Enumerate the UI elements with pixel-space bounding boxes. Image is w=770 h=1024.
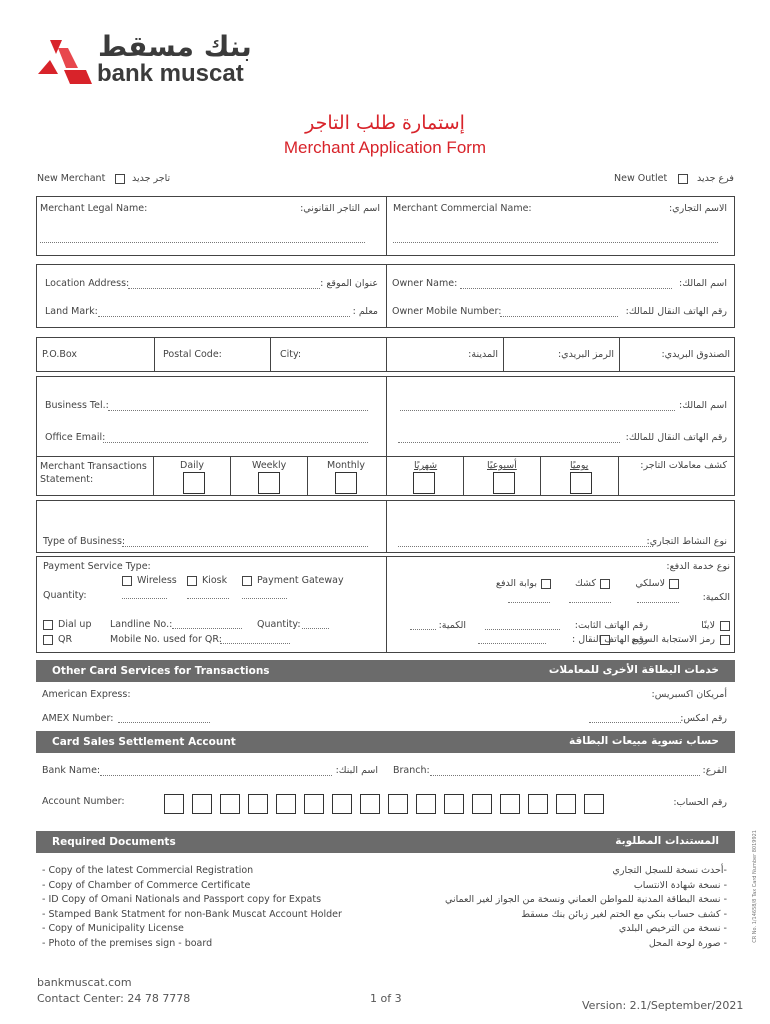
quantity2-ar-field[interactable] [410,629,436,630]
amex-label: American Express: [42,689,131,700]
business-type-field[interactable] [122,546,368,547]
statement-label-ar: كشف معاملات التاجر: [640,460,727,471]
wireless-checkbox[interactable] [122,576,132,586]
account-digit-box[interactable] [360,794,380,814]
document-item: - Copy of the latest Commercial Registration [42,865,254,876]
legal-name-label-ar: اسم التاجر القانوني: [300,203,380,214]
account-digit-box[interactable] [556,794,576,814]
gateway-quantity-field[interactable] [242,598,287,599]
gateway-label: Payment Gateway [257,575,344,586]
business-type-label: Type of Business: [43,536,126,547]
business-tel-field[interactable] [108,410,368,411]
account-digit-box[interactable] [528,794,548,814]
business-type-ar-field[interactable] [398,546,653,547]
amex-label-ar: أمريكان اكسبريس: [651,689,727,700]
qr-ar-checkbox[interactable] [720,635,730,645]
gateway-checkbox[interactable] [242,576,252,586]
logo-english-text: bank muscat [97,60,244,87]
quantity2-label: Quantity: [257,619,301,630]
pobox-label: P.O.Box [42,349,78,360]
wireless-ar-checkbox[interactable] [669,579,679,589]
document-item-ar: - كشف حساب بنكي مع الختم لغير زبائن بنك مسقط [521,908,727,920]
settlement-account-header [36,731,735,753]
footer-contact: Contact Center: 24 78 7778 [37,992,191,1005]
required-documents-header [36,831,735,853]
quantity2-label-ar: الكمية: [438,620,466,631]
new-merchant-checkbox[interactable] [115,174,125,184]
qr-label: QR [58,634,73,645]
document-item: - ID Copy of Omani Nationals and Passport copy for Expats [42,894,322,906]
owner-name-field[interactable] [460,288,672,289]
location-address-field[interactable] [128,288,320,289]
owner-mobile-label: Owner Mobile Number: [392,306,502,317]
owner-mobile-field[interactable] [500,316,618,317]
monthly-label-ar: شهريًا [414,460,438,471]
document-item-ar: - صورة لوحة المحل [648,937,727,949]
owner-mobile-label-ar: رقم الهاتف النقال للمالك: [625,306,727,317]
new-outlet-label-ar: فرع جديد [697,173,734,184]
landline-label: Landline No.: [110,619,173,630]
version-label: Version: 2.1/September/2021 [582,999,744,1012]
account-digit-box[interactable] [304,794,324,814]
commercial-name-label-ar: الاسم التجاري: [668,203,727,214]
document-item-ar: - نسخة البطاقة المدنية للمواطن العماني ونسخة من الجواز لغير العماني [445,894,727,906]
kiosk-quantity-field[interactable] [187,598,229,599]
branch-label-ar: الفرع: [702,765,727,776]
kiosk-checkbox[interactable] [187,576,197,586]
kiosk-ar-checkbox[interactable] [600,579,610,589]
branch-label: Branch: [393,765,430,776]
documents-list-ar [445,864,727,952]
quantity-label-ar: الكمية: [702,592,730,603]
monthly-label: Monthly [327,460,366,471]
amex-number-label: AMEX Number: [42,713,114,724]
owner-name-label-ar-2: اسم المالك: [679,400,727,411]
account-digit-box[interactable] [500,794,520,814]
wireless-label-ar: لاسلكي [635,578,665,589]
monthly-checkbox[interactable] [335,472,357,494]
location-address-label: Location Address: [45,278,130,289]
account-digit-box[interactable] [388,794,408,814]
document-item-ar: - نسخة شهادة الانتساب [633,879,727,891]
office-email-label: Office Email: [45,432,106,443]
other-card-services-header [36,660,735,682]
account-digit-box[interactable] [584,794,604,814]
mobile-qr-label-ar: رقم الهاتف النقال : [572,634,648,645]
qr-label-ar: رمز الاستجابة السريع [631,634,715,645]
branch-field[interactable] [430,775,700,776]
dialup-label-ar: لاينًا [701,620,715,631]
footer-website[interactable]: bankmuscat.com [37,976,132,989]
settlement-account-title-ar: حساب تسوية مبيعات البطاقة [569,735,719,747]
gateway-label-ar: بوابة الدفع [495,578,537,589]
account-number-label-ar: رقم الحساب: [673,797,727,808]
amex-number-field[interactable] [118,722,210,723]
new-outlet-checkbox[interactable] [678,174,688,184]
document-item-ar: - نسخة من الترخيص البلدي [618,923,727,935]
wireless-label: Wireless [137,575,177,586]
office-email-field[interactable] [103,442,368,443]
weekly-label: Weekly [252,460,287,471]
city-label: City: [280,349,302,360]
new-merchant-label-ar: تاجر جديد [132,173,171,184]
form-title: Merchant Application Form [283,138,487,157]
account-digit-box[interactable] [220,794,240,814]
daily-label-ar: يوميًا [570,460,589,471]
bank-name-field[interactable] [100,775,332,776]
postal-code-label-ar: الرمز البريدي: [557,349,614,360]
account-digit-box[interactable] [192,794,212,814]
weekly-label-ar: أسبوعيًا [487,460,517,471]
daily-ar-checkbox[interactable] [570,472,592,494]
amex-number-label-ar: رقم امكس: [680,713,727,724]
required-documents-title-ar: المستندات المطلوبة [615,835,719,847]
payment-type-label: Payment Service Type: [43,561,151,572]
landmark-field[interactable] [98,316,350,317]
wireless-quantity-field[interactable] [122,598,167,599]
location-address-label-ar: عنوان الموقع : [320,278,378,289]
document-item: - Photo of the premises sign - board [42,937,213,949]
owner-name-label: Owner Name: [392,278,458,289]
owner-name-label-ar: اسم المالك: [679,278,727,289]
form-title-arabic: إستمارة طلب التاجر [305,112,465,134]
page-number: 1 of 3 [370,992,402,1005]
account-number-label: Account Number: [42,796,125,807]
daily-checkbox[interactable] [183,472,205,494]
owner-name-ar-field[interactable] [400,410,675,411]
legal-name-field[interactable] [40,242,365,243]
commercial-name-field[interactable] [393,242,718,243]
gateway-ar-checkbox[interactable] [541,579,551,589]
business-type-label-ar: نوع النشاط التجاري: [646,536,727,547]
statement-label: Merchant Transactions Statement: [40,461,147,485]
kiosk-ar-quantity-field[interactable] [569,602,611,603]
payment-type-label-ar: نوع خدمة الدفع: [666,561,730,572]
amex-number-ar-field[interactable] [589,722,681,723]
registration-side-text: CR No. 1/14658/8 Tax Card Number 8019921 [752,830,758,943]
wireless-ar-quantity-field[interactable] [637,602,679,603]
landmark-label: Land Mark: [45,306,98,317]
landline-field[interactable] [172,628,242,629]
weekly-checkbox[interactable] [258,472,280,494]
bank-name-label: Bank Name: [42,765,101,776]
landline-label-ar: رقم الهاتف الثابت: [574,620,648,631]
landline-ar-field[interactable] [485,629,560,630]
account-digit-box[interactable] [248,794,268,814]
monthly-ar-checkbox[interactable] [413,472,435,494]
weekly-ar-checkbox[interactable] [493,472,515,494]
postal-code-label: Postal Code: [163,349,222,360]
kiosk-label: Kiosk [202,575,228,586]
legal-name-label: Merchant Legal Name: [40,203,148,214]
account-digit-box[interactable] [164,794,184,814]
account-digit-box[interactable] [444,794,464,814]
dialup-label: Dial up [58,619,92,630]
document-item: - Stamped Bank Statment for non-Bank Muscat Account Holder [42,908,342,920]
document-item: - Copy of Municipality License [42,923,184,935]
required-documents-title: Required Documents [52,836,176,848]
document-item: - Copy of Chamber of Commerce Certificate [42,879,251,891]
document-item-ar: -أحدث نسخة للسجل التجاري [612,865,727,876]
mobile-qr-field[interactable] [220,643,290,644]
new-outlet-label: New Outlet [614,173,668,184]
account-digit-box[interactable] [276,794,296,814]
settlement-account-title: Card Sales Settlement Account [52,736,236,748]
dialup-ar-checkbox[interactable] [720,621,730,631]
dialup-checkbox[interactable] [43,620,53,630]
quantity-label: Quantity: [43,590,87,601]
documents-list [42,864,342,952]
business-tel-label: Business Tel.: [45,400,109,411]
gateway-ar-quantity-field[interactable] [508,602,550,603]
dialup-quantity-field[interactable] [302,628,329,629]
account-digit-box[interactable] [332,794,352,814]
daily-label: Daily [180,460,205,471]
other-card-services-title-ar: خدمات البطاقة الأخرى للمعاملات [548,664,719,676]
qr-checkbox[interactable] [43,635,53,645]
pobox-label-ar: الصندوق البريدي: [661,349,730,360]
account-digit-box[interactable] [416,794,436,814]
bank-muscat-logo-icon [36,34,92,90]
owner-mobile-ar-field[interactable] [398,442,620,443]
mobile-qr-label: Mobile No. used for QR: [110,634,222,645]
new-merchant-label: New Merchant [37,173,106,184]
city-label-ar: المدينة: [468,349,498,360]
account-digit-box[interactable] [472,794,492,814]
owner-mobile-label-ar-2: رقم الهاتف النقال للمالك: [625,432,727,443]
other-card-services-title: Other Card Services for Transactions [52,665,270,677]
kiosk-label-ar: كشك [574,578,596,589]
mobile-ar-checkbox[interactable] [600,635,610,645]
landmark-label-ar: معلم : [352,306,378,317]
bank-name-label-ar: اسم البنك: [335,765,378,776]
logo-arabic-text: بنك مسقط [98,30,252,63]
mobile-qr-ar-field[interactable] [478,643,546,644]
commercial-name-label: Merchant Commercial Name: [393,203,532,214]
